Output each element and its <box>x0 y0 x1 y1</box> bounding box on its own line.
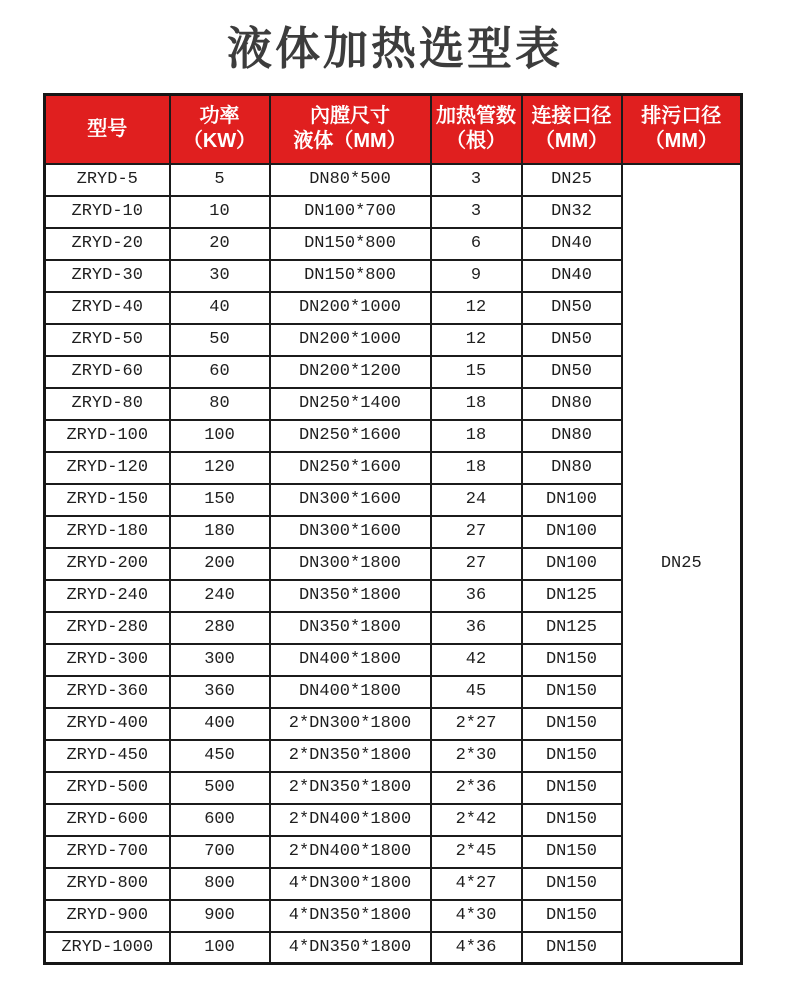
cell-model: ZRYD-200 <box>45 548 170 580</box>
cell-power: 50 <box>170 324 270 356</box>
cell-power: 700 <box>170 836 270 868</box>
cell-chamber-size: DN400*1800 <box>270 676 431 708</box>
column-header-model: 型号 <box>45 95 170 164</box>
cell-tube-count: 12 <box>431 292 522 324</box>
cell-connection-size: DN50 <box>522 292 622 324</box>
cell-chamber-size: DN350*1800 <box>270 612 431 644</box>
column-header-power: 功率 （KW） <box>170 95 270 164</box>
cell-power: 800 <box>170 868 270 900</box>
cell-chamber-size: DN300*1600 <box>270 484 431 516</box>
cell-tube-count: 6 <box>431 228 522 260</box>
cell-tube-count: 3 <box>431 164 522 196</box>
cell-connection-size: DN25 <box>522 164 622 196</box>
cell-tube-count: 18 <box>431 452 522 484</box>
cell-connection-size: DN40 <box>522 260 622 292</box>
cell-connection-size: DN80 <box>522 420 622 452</box>
cell-model: ZRYD-500 <box>45 772 170 804</box>
cell-power: 150 <box>170 484 270 516</box>
cell-model: ZRYD-600 <box>45 804 170 836</box>
header-row <box>45 95 742 164</box>
cell-power: 360 <box>170 676 270 708</box>
cell-chamber-size: DN250*1600 <box>270 420 431 452</box>
cell-connection-size: DN125 <box>522 580 622 612</box>
cell-chamber-size: 2*DN350*1800 <box>270 740 431 772</box>
cell-model: ZRYD-700 <box>45 836 170 868</box>
cell-chamber-size: DN150*800 <box>270 260 431 292</box>
cell-model: ZRYD-400 <box>45 708 170 740</box>
cell-connection-size: DN150 <box>522 644 622 676</box>
cell-model: ZRYD-60 <box>45 356 170 388</box>
cell-model: ZRYD-360 <box>45 676 170 708</box>
cell-power: 400 <box>170 708 270 740</box>
cell-power: 10 <box>170 196 270 228</box>
cell-tube-count: 27 <box>431 548 522 580</box>
cell-model: ZRYD-1000 <box>45 932 170 964</box>
cell-connection-size: DN150 <box>522 772 622 804</box>
cell-power: 5 <box>170 164 270 196</box>
cell-model: ZRYD-280 <box>45 612 170 644</box>
cell-chamber-size: DN300*1800 <box>270 548 431 580</box>
cell-chamber-size: 2*DN300*1800 <box>270 708 431 740</box>
cell-model: ZRYD-10 <box>45 196 170 228</box>
cell-chamber-size: 2*DN400*1800 <box>270 804 431 836</box>
cell-chamber-size: DN350*1800 <box>270 580 431 612</box>
cell-connection-size: DN150 <box>522 868 622 900</box>
cell-chamber-size: DN80*500 <box>270 164 431 196</box>
cell-model: ZRYD-100 <box>45 420 170 452</box>
cell-power: 80 <box>170 388 270 420</box>
cell-connection-size: DN150 <box>522 676 622 708</box>
cell-model: ZRYD-150 <box>45 484 170 516</box>
cell-drain-size-merged: DN25 <box>622 164 742 964</box>
cell-chamber-size: 4*DN300*1800 <box>270 868 431 900</box>
cell-connection-size: DN150 <box>522 836 622 868</box>
cell-tube-count: 12 <box>431 324 522 356</box>
cell-model: ZRYD-20 <box>45 228 170 260</box>
column-header-chamber: 內膛尺寸 液体（MM） <box>270 95 431 164</box>
cell-tube-count: 42 <box>431 644 522 676</box>
cell-chamber-size: DN250*1400 <box>270 388 431 420</box>
cell-tube-count: 2*27 <box>431 708 522 740</box>
cell-model: ZRYD-800 <box>45 868 170 900</box>
cell-connection-size: DN40 <box>522 228 622 260</box>
cell-connection-size: DN100 <box>522 484 622 516</box>
cell-tube-count: 18 <box>431 388 522 420</box>
cell-tube-count: 4*30 <box>431 900 522 932</box>
cell-chamber-size: DN250*1600 <box>270 452 431 484</box>
cell-model: ZRYD-40 <box>45 292 170 324</box>
cell-power: 240 <box>170 580 270 612</box>
cell-tube-count: 36 <box>431 580 522 612</box>
cell-power: 120 <box>170 452 270 484</box>
cell-power: 40 <box>170 292 270 324</box>
cell-connection-size: DN150 <box>522 932 622 964</box>
cell-power: 100 <box>170 420 270 452</box>
cell-power: 30 <box>170 260 270 292</box>
cell-model: ZRYD-900 <box>45 900 170 932</box>
cell-chamber-size: DN150*800 <box>270 228 431 260</box>
cell-tube-count: 36 <box>431 612 522 644</box>
cell-power: 900 <box>170 900 270 932</box>
cell-model: ZRYD-300 <box>45 644 170 676</box>
cell-power: 180 <box>170 516 270 548</box>
cell-tube-count: 2*30 <box>431 740 522 772</box>
cell-power: 500 <box>170 772 270 804</box>
cell-model: ZRYD-120 <box>45 452 170 484</box>
cell-power: 450 <box>170 740 270 772</box>
cell-connection-size: DN125 <box>522 612 622 644</box>
cell-chamber-size: 2*DN400*1800 <box>270 836 431 868</box>
cell-tube-count: 2*42 <box>431 804 522 836</box>
cell-connection-size: DN32 <box>522 196 622 228</box>
cell-tube-count: 9 <box>431 260 522 292</box>
cell-chamber-size: DN200*1200 <box>270 356 431 388</box>
column-header-connection: 连接口径 （MM） <box>522 95 622 164</box>
cell-model: ZRYD-80 <box>45 388 170 420</box>
cell-connection-size: DN150 <box>522 804 622 836</box>
cell-tube-count: 3 <box>431 196 522 228</box>
cell-tube-count: 18 <box>431 420 522 452</box>
cell-tube-count: 4*36 <box>431 932 522 964</box>
cell-connection-size: DN100 <box>522 516 622 548</box>
cell-tube-count: 15 <box>431 356 522 388</box>
column-header-tubes: 加热管数 （根） <box>431 95 522 164</box>
column-header-drain: 排污口径 （MM） <box>622 95 742 164</box>
cell-chamber-size: DN300*1600 <box>270 516 431 548</box>
cell-tube-count: 2*45 <box>431 836 522 868</box>
cell-power: 100 <box>170 932 270 964</box>
cell-connection-size: DN100 <box>522 548 622 580</box>
cell-chamber-size: 4*DN350*1800 <box>270 932 431 964</box>
heating-selection-table <box>43 93 743 965</box>
cell-power: 20 <box>170 228 270 260</box>
cell-chamber-size: 2*DN350*1800 <box>270 772 431 804</box>
cell-connection-size: DN50 <box>522 324 622 356</box>
cell-connection-size: DN50 <box>522 356 622 388</box>
cell-chamber-size: DN400*1800 <box>270 644 431 676</box>
cell-connection-size: DN80 <box>522 452 622 484</box>
cell-model: ZRYD-180 <box>45 516 170 548</box>
cell-connection-size: DN150 <box>522 900 622 932</box>
cell-power: 200 <box>170 548 270 580</box>
cell-connection-size: DN80 <box>522 388 622 420</box>
cell-chamber-size: DN200*1000 <box>270 324 431 356</box>
cell-tube-count: 27 <box>431 516 522 548</box>
cell-power: 280 <box>170 612 270 644</box>
cell-power: 300 <box>170 644 270 676</box>
cell-tube-count: 2*36 <box>431 772 522 804</box>
cell-model: ZRYD-240 <box>45 580 170 612</box>
cell-tube-count: 45 <box>431 676 522 708</box>
page-title: 液体加热选型表 <box>226 23 563 74</box>
table-header <box>45 95 742 164</box>
cell-chamber-size: 4*DN350*1800 <box>270 900 431 932</box>
cell-connection-size: DN150 <box>522 740 622 772</box>
cell-model: ZRYD-5 <box>45 164 170 196</box>
cell-power: 60 <box>170 356 270 388</box>
cell-connection-size: DN150 <box>522 708 622 740</box>
cell-tube-count: 4*27 <box>431 868 522 900</box>
cell-power: 600 <box>170 804 270 836</box>
cell-model: ZRYD-50 <box>45 324 170 356</box>
cell-model: ZRYD-30 <box>45 260 170 292</box>
cell-model: ZRYD-450 <box>45 740 170 772</box>
table-row <box>45 164 742 196</box>
table-body <box>45 164 742 964</box>
cell-chamber-size: DN200*1000 <box>270 292 431 324</box>
cell-chamber-size: DN100*700 <box>270 196 431 228</box>
cell-tube-count: 24 <box>431 484 522 516</box>
